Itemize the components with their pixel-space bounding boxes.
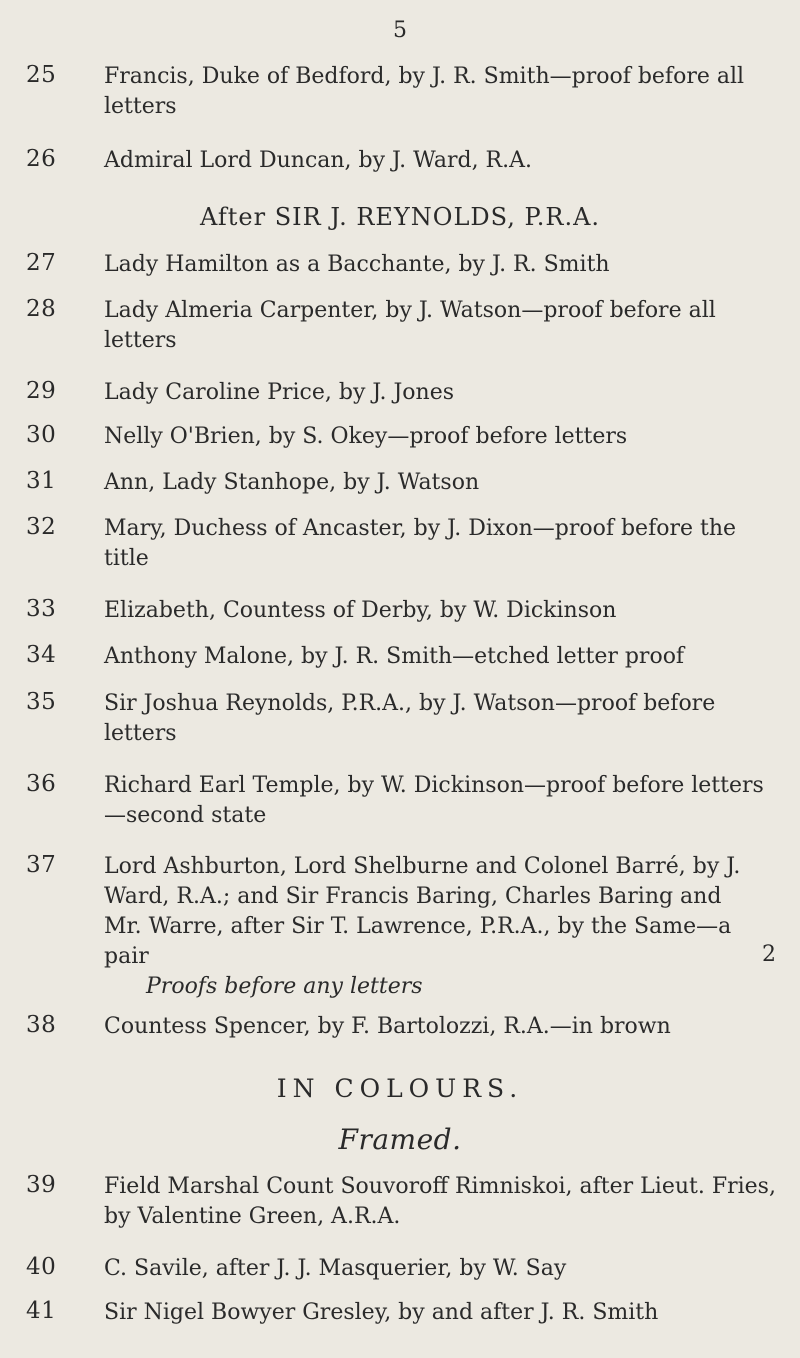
lot-description: Lady Hamilton as a Bacchante, by J. R. Smith bbox=[104, 252, 610, 277]
lot-description: Elizabeth, Countess of Derby, by W. Dickinson bbox=[104, 598, 617, 623]
lot-number: 39 bbox=[26, 1172, 57, 1198]
lot-description: Francis, Duke of Bedford, by J. R. Smith—proof before all letters bbox=[104, 64, 745, 119]
section-heading-framed: Framed. bbox=[338, 1123, 462, 1156]
page-number: 5 bbox=[393, 18, 407, 43]
lot-description: Richard Earl Temple, by W. Dickinson—proof before letters—second state bbox=[104, 773, 764, 828]
lot-number: 37 bbox=[26, 852, 57, 878]
lot-description: C. Savile, after J. J. Masquerier, by W. Say bbox=[104, 1256, 567, 1281]
lot-number: 34 bbox=[26, 642, 57, 668]
lot-description: Lady Caroline Price, by J. Jones bbox=[104, 380, 455, 405]
lot-description: Mary, Duchess of Ancaster, by J. Dixon—proof before the title bbox=[104, 516, 737, 571]
lot-number: 35 bbox=[26, 689, 57, 715]
lot-number: 30 bbox=[26, 422, 57, 448]
section-heading-after-reynolds: After SIR J. REYNOLDS, P.R.A. bbox=[199, 203, 601, 231]
section-heading-in-colours: IN COLOURS. bbox=[276, 1074, 524, 1103]
lot-number: 32 bbox=[26, 514, 57, 540]
lot-number: 38 bbox=[26, 1012, 57, 1038]
lot-number: 25 bbox=[26, 62, 57, 88]
lot-description: Anthony Malone, by J. R. Smith—etched letter proof bbox=[104, 644, 685, 669]
lot-number: 41 bbox=[26, 1298, 57, 1324]
lot-description: Sir Nigel Bowyer Gresley, by and after J. R. Smith bbox=[104, 1300, 659, 1325]
lot-number: 40 bbox=[26, 1254, 57, 1280]
lot-number: 33 bbox=[26, 596, 57, 622]
lot-number: 29 bbox=[26, 378, 57, 404]
lot-number: 36 bbox=[26, 771, 57, 797]
lot-description: Countess Spencer, by F. Bartolozzi, R.A.—in brown bbox=[104, 1014, 671, 1039]
lot-description: Lady Almeria Carpenter, by J. Watson—proof before all letters bbox=[104, 298, 716, 353]
lot-number: 28 bbox=[26, 296, 57, 322]
lot-description: Ann, Lady Stanhope, by J. Watson bbox=[104, 470, 480, 495]
lot-quantity: 2 bbox=[762, 942, 776, 967]
lot-note: Proofs before any letters bbox=[146, 974, 423, 999]
lot-number: 31 bbox=[26, 468, 57, 494]
lot-description: Sir Joshua Reynolds, P.R.A., by J. Watson—proof before letters bbox=[104, 691, 716, 746]
lot-description: Field Marshal Count Souvoroff Rimniskoi, after Lieut. Fries, by Valentine Green, A.R.A. bbox=[104, 1174, 776, 1229]
lot-number: 27 bbox=[26, 250, 57, 276]
lot-description: Admiral Lord Duncan, by J. Ward, R.A. bbox=[104, 148, 532, 173]
lot-number: 26 bbox=[26, 146, 57, 172]
lot-description: Lord Ashburton, Lord Shelburne and Colonel Barré, by J. Ward, R.A.; and Sir Francis Baring, Charles Baring and Mr. Warre, after Sir T. Lawrence, P.R.A., by the Same—a pair bbox=[104, 854, 741, 969]
lot-description: Nelly O'Brien, by S. Okey—proof before letters bbox=[104, 424, 628, 449]
